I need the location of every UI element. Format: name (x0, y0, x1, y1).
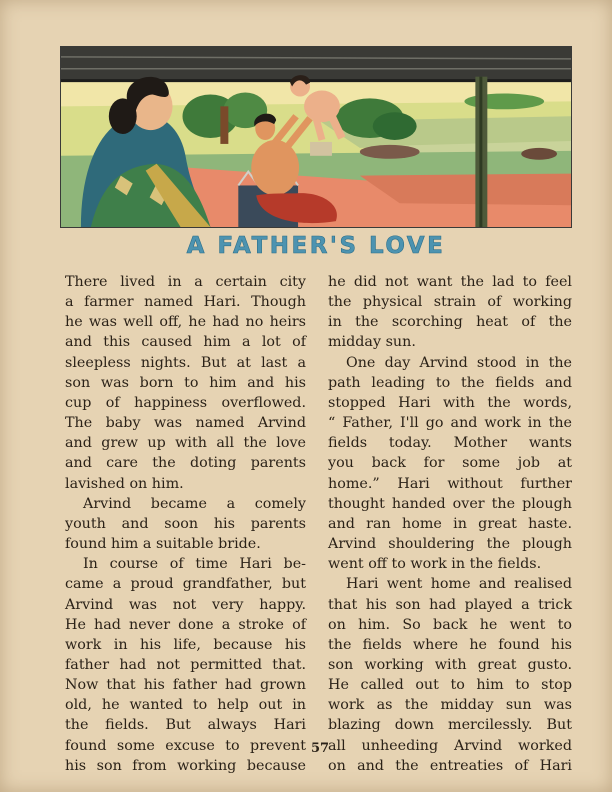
text-line: son working with great gusto. (328, 656, 572, 673)
text-line: Arvind was not very happy. (65, 596, 306, 613)
text-line: that his son had played a trick (328, 596, 572, 613)
text-line: cup of happiness overflowed. (65, 394, 306, 411)
text-line: on and the entreaties of Hari (328, 757, 572, 774)
text-line: and this caused him a lot of (65, 334, 306, 351)
text-line: on him. So back he went to (328, 616, 572, 633)
text-line: found some excuse to prevent (65, 737, 306, 754)
text-line: Now that his father had grown (65, 677, 306, 694)
text-line: went off to work in the fields. (328, 556, 542, 573)
left-text-column (65, 272, 306, 776)
text-line: son was born to him and his (65, 374, 306, 391)
text-line: stopped Hari with the words, (328, 394, 572, 411)
text-line: old, he wanted to help out in (65, 697, 306, 714)
page-number: 57 (310, 741, 330, 756)
village-scene-image (61, 47, 571, 227)
text-line: In course of time Hari be- (83, 556, 306, 573)
story-illustration (60, 46, 572, 228)
text-line: Arvind became a comely (83, 495, 306, 512)
text-line: and grew up with all the love (65, 435, 306, 452)
text-line: the fields. But always Hari (65, 717, 306, 734)
text-line: the fields where he found his (328, 636, 572, 653)
text-line: lavished on him. (65, 475, 184, 492)
text-line: his son from working because (65, 757, 306, 774)
text-line: he was well off, he had no heirs (65, 314, 306, 331)
text-line: thought handed over the plough (328, 495, 572, 512)
text-line: Arvind shouldering the plough (328, 536, 572, 553)
text-line: came a proud grandfather, but (65, 576, 306, 593)
text-line: He had never done a stroke of (65, 616, 306, 633)
text-line: midday sun. (328, 334, 416, 351)
right-text-column (328, 272, 572, 776)
text-line: path leading to the fields and (328, 374, 572, 391)
text-line: There lived in a certain city (65, 274, 306, 290)
text-line: home.” Hari without further (328, 475, 572, 492)
text-line: fields today. Mother wants (328, 435, 572, 452)
text-line: the physical strain of working (328, 294, 572, 311)
text-line: work as the midday sun was (328, 697, 572, 714)
text-line: work in his life, because his (65, 636, 306, 653)
text-line: in the scorching heat of the (328, 314, 572, 331)
text-line: blazing down mercilessly. But (328, 717, 572, 734)
text-line: The baby was named Arvind (65, 415, 306, 432)
text-line: father had not permitted that. (65, 656, 306, 673)
text-line: sleepless nights. But at last a (65, 354, 306, 371)
text-line: a farmer named Hari. Though (65, 294, 306, 311)
text-line: He called out to him to stop (328, 677, 572, 694)
text-line: you back for some job at (328, 455, 572, 472)
story-title: A FATHER'S LOVE (186, 233, 446, 259)
text-line: youth and soon his parents (65, 515, 306, 532)
text-line: he did not want the lad to feel (328, 274, 572, 290)
text-line: and ran home in great haste. (328, 515, 572, 532)
text-line: found him a suitable bride. (65, 536, 261, 553)
text-line: Hari went home and realised (346, 576, 572, 593)
text-line: “ Father, I'll go and work in the (328, 415, 572, 432)
text-line: and care the doting parents (65, 455, 306, 472)
text-line: all unheeding Arvind worked (328, 737, 572, 754)
text-line: One day Arvind stood in the (346, 354, 572, 371)
